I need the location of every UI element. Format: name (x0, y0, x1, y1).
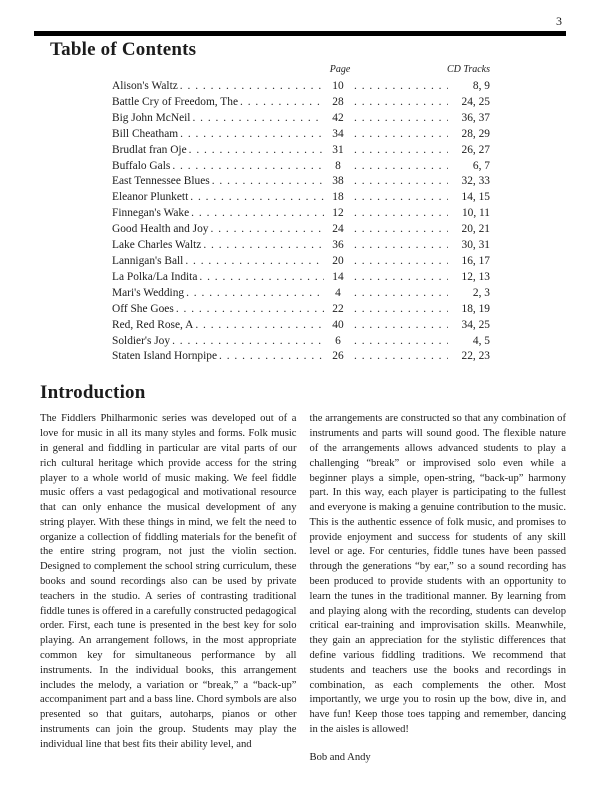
toc-entry-tracks: 24, 25 (461, 95, 490, 108)
toc-row (112, 270, 490, 286)
toc-entry-page: 14 (332, 270, 344, 283)
dot-leader (209, 222, 325, 238)
toc-row (112, 302, 490, 318)
toc-entry-page: 38 (332, 175, 344, 188)
toc-entry-title: La Polka/La Indita (112, 270, 198, 283)
toc-entry-tracks: 28, 29 (461, 127, 490, 140)
dot-leader (352, 238, 448, 254)
toc-entry-page: 24 (332, 223, 344, 236)
top-rule (34, 31, 566, 36)
dot-leader (188, 190, 324, 206)
toc-entry-page: 12 (332, 207, 344, 220)
dot-leader (178, 127, 324, 143)
dot-leader (193, 318, 324, 334)
toc-entry-tracks: 12, 13 (461, 270, 490, 283)
toc-entry-tracks: 10, 11 (461, 207, 490, 220)
toc-entry-tracks: 2, 3 (472, 286, 490, 299)
dot-leader (184, 286, 324, 302)
toc-entry-page: 40 (332, 318, 344, 331)
toc-entry-title: Alison's Waltz (112, 80, 178, 92)
toc-entry-tracks: 18, 19 (461, 302, 490, 315)
dot-leader (352, 95, 448, 111)
toc-entry-title: Off She Goes (112, 302, 174, 315)
toc-entry-title: Bill Cheatham (112, 127, 179, 140)
dot-leader (352, 270, 448, 286)
toc-entry-page: 6 (335, 334, 341, 347)
toc-entry-page: 4 (335, 286, 341, 299)
dot-leader (170, 334, 324, 350)
toc-entry-tracks: 36, 37 (461, 111, 490, 124)
toc-entry-page: 26 (332, 350, 344, 363)
toc-row (112, 222, 490, 238)
toc-entry-page: 20 (332, 254, 344, 267)
dot-leader (352, 174, 448, 190)
dot-leader (178, 79, 324, 95)
toc-entry-tracks: 14, 15 (461, 191, 490, 204)
toc-entry-title: Lake Charles Waltz (112, 239, 202, 252)
dot-leader (352, 111, 448, 127)
toc-entry-title: Brudlat fran Oje (112, 143, 187, 156)
toc-list (112, 79, 490, 365)
toc-entry-tracks: 4, 5 (472, 334, 490, 347)
toc-entry-tracks: 16, 17 (461, 254, 490, 267)
toc-entry-tracks: 6, 7 (472, 159, 490, 172)
toc-entry-tracks: 30, 31 (461, 239, 490, 252)
dot-leader (238, 95, 324, 111)
toc-entry-title: Big John McNeil (112, 111, 191, 124)
intro-columns (40, 412, 566, 765)
dot-leader (197, 270, 324, 286)
dot-leader (352, 190, 448, 206)
dot-leader (189, 206, 324, 222)
toc-row (112, 286, 490, 302)
toc-row (112, 334, 490, 350)
toc-entry-page: 28 (332, 95, 344, 108)
dot-leader (352, 302, 448, 318)
toc-entry-title: Staten Island Hornpipe (112, 350, 218, 363)
toc-entry-title: Soldier's Joy (112, 334, 171, 347)
toc-row (112, 254, 490, 270)
toc-heading: Table of Contents (50, 39, 197, 60)
dot-leader (352, 334, 448, 350)
dot-leader (352, 206, 448, 222)
toc-entry-page: 8 (335, 159, 341, 172)
toc-row (112, 349, 490, 365)
toc-entry-title: Red, Red Rose, A (112, 318, 194, 331)
toc-entry-page: 22 (332, 302, 344, 315)
toc-row (112, 95, 490, 111)
toc-row (112, 127, 490, 143)
dot-leader (352, 143, 448, 159)
table-of-contents (112, 64, 490, 365)
toc-entry-title: Finnegan's Wake (112, 207, 190, 220)
intro-column-right (310, 412, 567, 765)
dot-leader (210, 174, 324, 190)
toc-entry-title: Good Health and Joy (112, 223, 209, 236)
dot-leader (201, 238, 324, 254)
signature: Bob and Andy (309, 751, 371, 763)
dot-leader (170, 159, 324, 175)
toc-entry-title: Buffalo Gals (112, 159, 171, 172)
toc-entry-title: Battle Cry of Freedom, The (112, 95, 239, 108)
dot-leader (352, 159, 448, 175)
toc-row (112, 238, 490, 254)
dot-leader (352, 79, 448, 95)
toc-row (112, 111, 490, 127)
dot-leader (352, 349, 448, 365)
toc-entry-page: 42 (332, 111, 344, 124)
toc-entry-page: 18 (332, 191, 344, 204)
intro-column-right-text: the arrangements are constructed so that any combination of instruments and parts will sound good. The flexible nature of the arrangements allows advanced students to play a challenging “break” or improvised solo even while a beginner plays a simple, open-string, “back-up” harmony part. In this way, each player is participating to the fullest and everyone is making a genuine contribution to the music. This is the authentic essence of folk music, and promises to provide enjoyment and success for students of any skill level or age. For centuries, fiddle tunes have been passed through the generations “by ear,” so a sound recording has been produced to provide students with an opportunity to learn the tunes in the traditional manner. By learning from and playing along with the recording, students can develop critical ear-training and improvisation skills. Meanwhile, they gain an appreciation for the stylistic differences that define various fiddling traditions. We recommend that students and teachers use the books and recordings in combination, as each complements the other. Most importantly, we urge you to rosin up the bow, dive in, and have fun! Keep those toes tapping and remember, dancing in the aisles is allowed! (309, 413, 566, 736)
toc-entry-tracks: 8, 9 (472, 80, 490, 92)
dot-leader (352, 127, 448, 143)
intro-heading: Introduction (40, 382, 146, 404)
toc-entry-tracks: 22, 23 (461, 350, 490, 363)
toc-row (112, 190, 490, 206)
toc-entry-page: 36 (332, 239, 344, 252)
dot-leader (352, 222, 448, 238)
toc-entry-tracks: 20, 21 (461, 223, 490, 236)
toc-entry-tracks: 32, 33 (461, 175, 490, 188)
toc-row (112, 206, 490, 222)
toc-row (112, 79, 490, 95)
dot-leader (217, 349, 324, 365)
toc-entry-title: East Tennessee Blues (112, 175, 210, 188)
toc-entry-page: 10 (332, 80, 344, 92)
toc-column-header-page: Page (329, 64, 351, 75)
toc-column-header-cd-tracks: CD Tracks (446, 64, 490, 75)
toc-entry-title: Lannigan's Ball (112, 254, 184, 267)
toc-entry-tracks: 26, 27 (461, 143, 490, 156)
dot-leader (352, 318, 448, 334)
toc-entry-page: 31 (332, 143, 344, 156)
intro-column-left: The Fiddlers Philharmonic series was developed out of a love for music in all its many styles and forms. Folk music in general and fiddling in particular are vital parts of our rich cultural heritage which provide access for the string player to a whole world of music making. We feel fiddle music offers a vast pedagogical and motivational resource that can only enhance the musical development of any string player. With these things in mind, we felt the need to organize a collection of fiddling materials for the benefit of the entire string program, not just the violin section. Designed to complement the school string curriculum, these books and sound recordings also can be used by private teachers in the studio. A series of contrasting traditional fiddle tunes is offered in a carefully constructed pedagogical order. First, each tune is presented in the best key for solo playing. An arrangement follows, in the most appropriate common key for simultaneous performance by all instruments. In the individual books, this arrangement includes the melody, a variation or “break,” a “back-up” accompaniment part and a bass line. Chord symbols are also presented so that guitars, autoharps, pianos or other instruments can join the group. Students may play the individual line that best fits their ability level, and (40, 413, 297, 750)
toc-entry-page: 34 (332, 127, 344, 140)
toc-entry-title: Eleanor Plunkett (112, 191, 189, 204)
toc-row (112, 318, 490, 334)
toc-row (112, 159, 490, 175)
dot-leader (190, 111, 324, 127)
dot-leader (183, 254, 324, 270)
toc-column-headers (112, 64, 490, 79)
dot-leader (187, 143, 324, 159)
dot-leader (352, 286, 448, 302)
dot-leader (352, 254, 448, 270)
page-number: 3 (556, 14, 562, 28)
toc-entry-title: Mari's Wedding (112, 286, 185, 299)
toc-row (112, 143, 490, 159)
toc-row (112, 174, 490, 190)
dot-leader (174, 302, 324, 318)
toc-entry-tracks: 34, 25 (461, 318, 490, 331)
